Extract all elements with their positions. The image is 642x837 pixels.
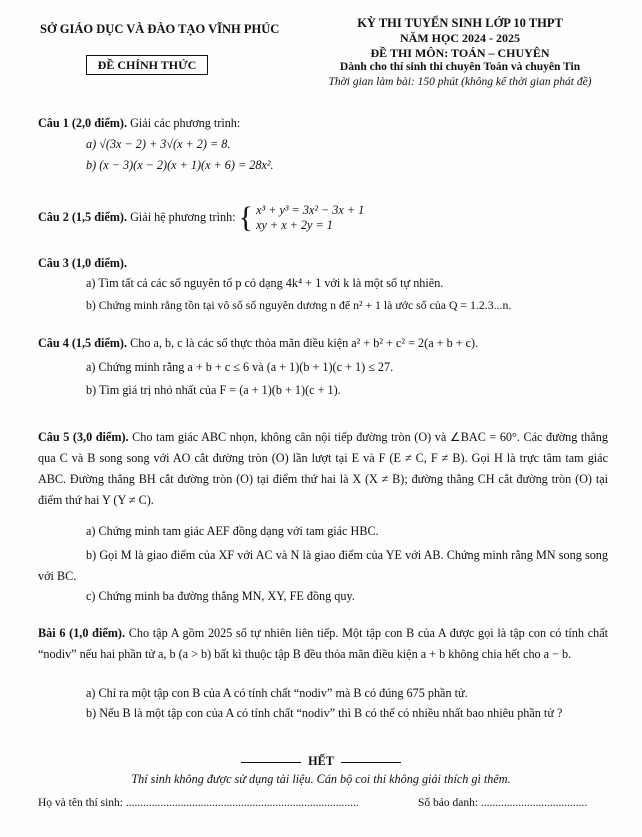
question-4a: a) Chứng minh rằng a + b + c ≤ 6 và (a + 1)(b + 1)(c + 1) ≤ 27. [86, 360, 394, 374]
question-2-text: Giải hệ phương trình: [130, 209, 236, 224]
equation-2: xy + x + 2y = 1 [256, 218, 333, 232]
end-rule-left [241, 762, 301, 763]
question-5a: a) Chứng minh tam giác AEF đồng dạng với tam giác HBC. [86, 524, 379, 538]
question-6-label: Bài 6 (1,0 điểm). [38, 626, 125, 640]
department-name: SỞ GIÁO DỤC VÀ ĐÀO TẠO VĨNH PHÚC [40, 22, 280, 36]
official-exam-label: ĐỀ CHÍNH THỨC [86, 55, 208, 75]
audience-note: Dành cho thí sinh thi chuyên Toán và chuyên Tin [339, 61, 581, 73]
question-1-label: Câu 1 (2,0 điểm). [38, 116, 128, 130]
question-5b: b) Gọi M là giao điểm của XF với AC và N là giao điểm của YE với AB. Chứng minh rằng MN song song với BC. [38, 548, 608, 583]
question-3-label: Câu 3 (1,0 điểm). [38, 256, 128, 270]
system-brace: { [238, 201, 254, 234]
end-marker [0, 754, 642, 769]
end-rule-right [341, 762, 401, 763]
question-5-text: Cho tam giác ABC nhọn, không cân nội tiếp đường tròn (O) và ∠BAC = 60°. Các đường thẳng qua C và B song song với AO cắt đường tròn (O) lần lượt tại E và F (E ≠ C, F ≠ B). Gọi H là trực tâm tam giác ABC. Đường thẳng BH cắt đường tròn (O) tại điểm thứ hai là X (X ≠ B); đường thẳng CH cắt đường tròn (O) tại điểm thứ hai Y (Y ≠ C). [38, 430, 608, 507]
question-6a: a) Chỉ ra một tập con B của A có tính chất “nodiv” mà B có đúng 675 phần tử. [86, 686, 468, 700]
school-year: NĂM HỌC 2024 - 2025 [400, 31, 520, 45]
subject-title: ĐỀ THI MÔN: TOÁN – CHUYÊN [370, 46, 550, 60]
question-1-text: Giải các phương trình: [130, 116, 241, 130]
question-5-label: Câu 5 (3,0 điểm). [38, 430, 129, 444]
question-6b: b) Nếu B là một tập con của A có tính chất “nodiv” thì B có thể có nhiều nhất bao nhiêu phần tử ? [86, 706, 563, 720]
equation-system [256, 203, 364, 233]
question-2 [38, 203, 364, 233]
question-6 [38, 623, 608, 665]
candidate-name-field: Họ và tên thí sinh: ................................................................................. [38, 797, 359, 809]
candidate-id-field: Số báo danh: ..................................... [418, 797, 588, 809]
time-limit: Thời gian làm bài: 150 phút (không kể thời gian phát đề) [328, 76, 592, 88]
footer-note: Thí sinh không được sử dụng tài liệu. Cán bộ coi thi không giải thích gì thêm. [131, 772, 511, 786]
end-label: HẾT [308, 754, 334, 768]
question-2-label: Câu 2 (1,5 điểm). [38, 209, 128, 224]
question-3a: a) Tìm tất cả các số nguyên tố p có dạng 4k⁴ + 1 với k là một số tự nhiên. [86, 276, 444, 290]
exam-title: KỲ THI TUYỂN SINH LỚP 10 THPT [357, 16, 563, 30]
question-1b: b) (x − 3)(x − 2)(x + 1)(x + 6) = 28x². [86, 158, 274, 172]
question-3b: b) Chứng minh rằng tồn tại vô số số nguyên dương n để n² + 1 là ước số của Q = 1.2.3...n. [86, 298, 512, 312]
question-4 [38, 336, 478, 351]
question-4-label: Câu 4 (1,5 điểm). [38, 336, 128, 350]
equation-1: x³ + y³ = 3x² − 3x + 1 [256, 203, 365, 217]
question-5c: c) Chứng minh ba đường thẳng MN, XY, FE đồng quy. [86, 589, 355, 603]
question-4b: b) Tìm giá trị nhỏ nhất của F = (a + 1)(b + 1)(c + 1). [86, 383, 341, 397]
question-4-text: Cho a, b, c là các số thực thỏa mãn điều kiện a² + b² + c² = 2(a + b + c). [130, 336, 479, 350]
question-5 [38, 427, 608, 511]
question-1a: a) √(3x − 2) + 3√(x + 2) = 8. [86, 137, 231, 151]
question-6-text: Cho tập A gồm 2025 số tự nhiên liên tiếp. Một tập con B của A được gọi là tập con có tính chất “nodiv” nếu hai phần tử a, b (a > b) bất kì thuộc tập B đều thỏa mãn điều kiện a + b không chia hết cho a − b. [38, 626, 609, 661]
question-1 [38, 116, 240, 131]
